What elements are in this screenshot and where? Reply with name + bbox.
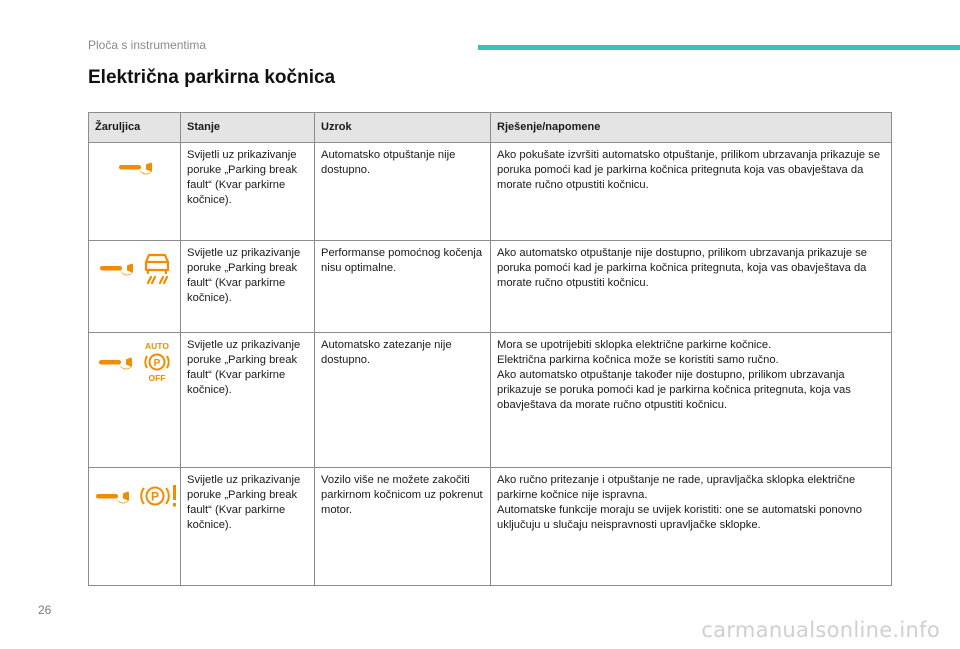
- lamp-cell: [89, 143, 181, 241]
- table-row: [89, 241, 892, 333]
- warning-lamp-table: [88, 112, 892, 586]
- page-title: Električna parkirna kočnica: [88, 67, 336, 88]
- wrench-icon: [118, 159, 152, 175]
- header-accent-bar: [478, 45, 960, 50]
- state-cell: Svijetli uz prikazivanje poruke „Parking break fault“ (Kvar parkirne kočnice).: [181, 143, 315, 241]
- auto-park-off-icon: [142, 341, 172, 383]
- column-header-lamp: Žaruljica: [89, 113, 181, 143]
- state-cell: Svijetle uz prikazivanje poruke „Parking break fault“ (Kvar parkirne kočnice).: [181, 333, 315, 468]
- table-header-row: [89, 113, 892, 143]
- solution-cell: Mora se upotrijebiti sklopka električne parkirne kočnice. Električna parkirna kočnica može se koristiti samo ručno. Ako automatsko otpuštanje također nije dostupno, prilikom ubrzavanja prikazuje se poruka pomoći kad je parkirna kočnica pritegnuta, koja vas obavještava da morate ručno otpustiti kočnicu.: [491, 333, 892, 468]
- section-label: Ploča s instrumentima: [88, 38, 207, 52]
- watermark-text: carmanualsonline.info: [701, 618, 940, 642]
- svg-text:P: P: [150, 489, 160, 504]
- cause-cell: Performanse pomoćnog kočenja nisu optimalne.: [315, 241, 491, 333]
- lamp-cell: [89, 333, 181, 468]
- solution-cell: Ako pokušate izvršiti automatsko otpuštanje, prilikom ubrzavanja prikazuje se poruka pomoći kad je parkirna kočnica pritegnuta koja vas obavještava da morate ručno otpustiti kočnicu.: [491, 143, 892, 241]
- table-row: [89, 333, 892, 468]
- wrench-icon: [98, 354, 132, 370]
- solution-cell: Ako automatsko otpuštanje nije dostupno, prilikom ubrzavanja prikazuje se poruka pomoći kad je parkirna kočnica pritegnuta, koja vas obavještava da morate ručno otpustiti kočnicu.: [491, 241, 892, 333]
- svg-text:AUTO: AUTO: [144, 341, 169, 351]
- svg-text:P: P: [153, 358, 160, 369]
- solution-cell: Ako ručno pritezanje i otpuštanje ne rade, upravljačka sklopka električne parkirne kočnice nije ispravna. Automatske funkcije moraju se uvijek koristiti: one se automatski ponovno uključuju u slučaju neispravnosti upravljačke sklopke.: [491, 468, 892, 586]
- column-header-state: Stanje: [181, 113, 315, 143]
- cause-cell: Automatsko zatezanje nije dostupno.: [315, 333, 491, 468]
- svg-text:OFF: OFF: [148, 373, 165, 383]
- car-skid-icon: [143, 251, 171, 285]
- table-row: [89, 143, 892, 241]
- state-cell: Svijetle uz prikazivanje poruke „Parking break fault“ (Kvar parkirne kočnice).: [181, 468, 315, 586]
- state-cell: Svijetle uz prikazivanje poruke „Parking break fault“ (Kvar parkirne kočnice).: [181, 241, 315, 333]
- cause-cell: Automatsko otpuštanje nije dostupno.: [315, 143, 491, 241]
- column-header-cause: Uzrok: [315, 113, 491, 143]
- page-number: 26: [38, 603, 52, 617]
- cause-cell: Vozilo više ne možete zakočiti parkirnom kočnicom uz pokrenut motor.: [315, 468, 491, 586]
- parking-brake-fault-icon: [139, 482, 179, 510]
- wrench-icon: [99, 260, 133, 276]
- wrench-icon: [95, 488, 129, 504]
- column-header-solution: Rješenje/napomene: [491, 113, 892, 143]
- lamp-cell: [89, 241, 181, 333]
- table-row: [89, 468, 892, 586]
- lamp-cell: [89, 468, 181, 586]
